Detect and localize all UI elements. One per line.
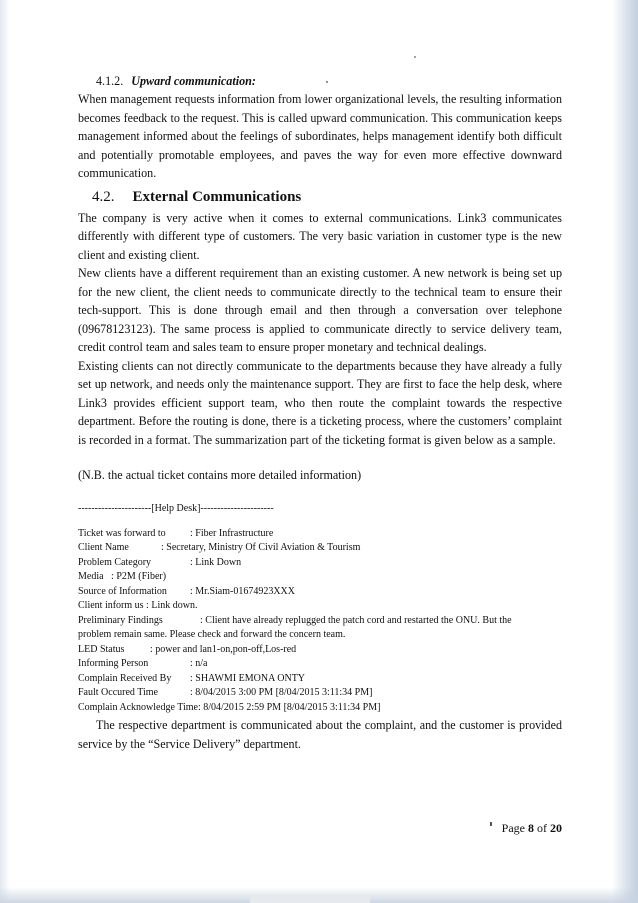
- ticket-header: ----------------------[Help Desk]----------------------: [78, 502, 274, 514]
- ticket-block: [78, 527, 562, 716]
- ticket-value: : 8/04/2015 3:00 PM [8/04/2015 3:11:34 PM]: [190, 687, 373, 698]
- ticket-row-received: [78, 672, 562, 687]
- ticket-row-source: [78, 585, 562, 600]
- ticket-label: Preliminary Findings: [78, 614, 163, 626]
- ticket-label: Fault Occured Time: [78, 687, 158, 698]
- ticket-label: Problem Category: [78, 556, 152, 568]
- page-number: 8: [528, 821, 534, 835]
- ticket-row-forward: [78, 527, 562, 542]
- ticket-label: Source of Information: [78, 585, 167, 597]
- ticket-row-findings: [78, 614, 562, 629]
- ticket-row-client: [78, 541, 562, 556]
- subsection-paragraph: When management requests information from lower organizational levels, the resulting information becomes feedback to the request. This is called upward communication. This communication keeps management informed about the feelings of subordinates, helps management identify both difficult and potentially promotable employees, and paves the way for even more effective downward communication.: [78, 92, 562, 180]
- ticket-value: : Link Down: [190, 556, 242, 568]
- ticket-row-findings-cont: problem remain same. Please check and forward the concern team.: [78, 629, 346, 640]
- ticket-row-inform: Client inform us : Link down.: [78, 600, 198, 611]
- ticket-row-informing: [78, 657, 562, 672]
- of-word: of: [537, 821, 547, 835]
- ticket-row-acknowledge: Complain Acknowledge Time: 8/04/2015 2:59 PM [8/04/2015 3:11:34 PM]: [78, 701, 381, 713]
- paragraph-new-clients: New clients have a different requirement than an existing customer. A new network is being set up for the new client, the client needs to communicate directly to the technical team to ensure their tech-support. This is done through email and then through a conversation over telephone (09678123123). The same process is applied to communicate directly to service delivery team, credit control team and sales team to ensure proper monetary and technical dealings.: [78, 266, 562, 354]
- section-number: 4.2.: [92, 188, 115, 205]
- ticket-label: Informing Person: [78, 658, 149, 669]
- page-footer: [502, 820, 562, 836]
- ticket-value: : Client have already replugged the patch cord and restarted the ONU. But the: [200, 614, 512, 626]
- ticket-value: : Fiber Infrastructure: [190, 527, 274, 539]
- page-word: Page: [501, 821, 525, 835]
- section-title: External Communications: [132, 188, 302, 205]
- ticket-value: : power and lan1-on,pon-off,Los-red: [150, 643, 297, 655]
- ticket-label: Complain Received By: [78, 672, 172, 684]
- document-body: [78, 72, 562, 753]
- subsection-number: 4.1.2.: [96, 74, 124, 88]
- ticket-label: LED Status: [78, 643, 125, 655]
- section-heading: [78, 186, 562, 208]
- scan-speck: [414, 56, 416, 58]
- page-border-right: [612, 0, 638, 903]
- ticket-label: Ticket was forward to: [78, 527, 166, 539]
- page-border-left: [0, 0, 10, 903]
- scan-speck: [490, 822, 492, 826]
- subsection-heading: [78, 72, 562, 90]
- closing-paragraph: The respective department is communicated about the complaint, and the customer is provided service by the “Service Delivery” department.: [78, 718, 562, 751]
- ticket-value: : SHAWMI EMONA ONTY: [190, 672, 306, 684]
- page-total: 20: [550, 821, 562, 835]
- ticket-value: : Secretary, Ministry Of Civil Aviation & Tourism: [161, 542, 361, 553]
- ticket-row-fault: [78, 686, 562, 701]
- ticket-row-led: [78, 643, 562, 658]
- ticket-value: : Mr.Siam-01674923XXX: [190, 585, 295, 597]
- ticket-note: (N.B. the actual ticket contains more detailed information): [78, 468, 362, 482]
- paragraph-existing-clients: Existing clients can not directly communicate to the departments because they have already a fully set up network, and needs only the maintenance support. They are first to face the help desk, where Link3 provides efficient support team, who then route the complaint towards the respective department. Before the routing is done, there is a ticketing process, where the customers’ complaint is recorded in a format. The summarization part of the ticketing format is given below as a sample.: [78, 358, 562, 447]
- bottom-tab: [250, 895, 370, 903]
- ticket-row-problem: [78, 556, 562, 571]
- ticket-value: : n/a: [190, 658, 208, 669]
- subsection-title: Upward communication:: [131, 74, 256, 88]
- paragraph-intro: The company is very active when it comes to external communications. Link3 communicates differently with different type of customers. The very basic variation in customer type is the new client and existing client.: [78, 210, 562, 262]
- ticket-label: Client Name: [78, 542, 129, 553]
- ticket-row-media: Media : P2M (Fiber): [78, 571, 167, 582]
